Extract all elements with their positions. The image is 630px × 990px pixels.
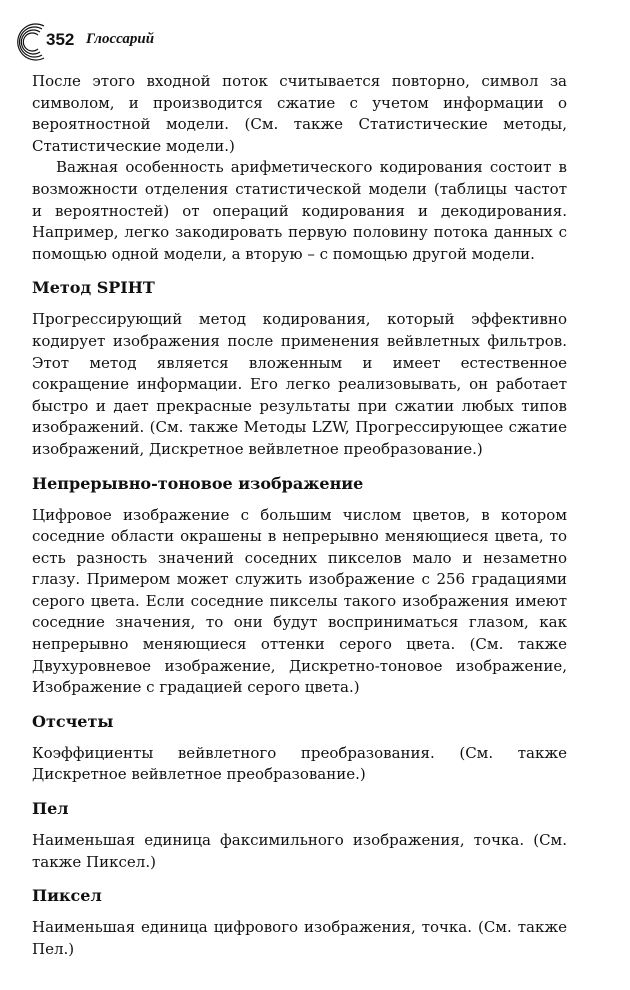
glossary-term: Пиксел: [32, 886, 102, 906]
glossary-term: Отсчеты: [32, 711, 114, 731]
intro-paragraph: Важная особенность арифметического кодирования состоит в возможности отделения статистической модели (таблицы частот и вероятностей) от операций кодирования и декодирования. Например, легко закодировать первую половину потока данных с помощью одной модели, а вторую – с помощью другой модели.: [32, 158, 567, 263]
running-title: Глоссарий: [86, 31, 155, 47]
page-number: 352: [46, 30, 75, 49]
intro-paragraph: После этого входной поток считывается повторно, символ за символом, и производится сжатие с учетом информации о вероятностной модели. (См. также Статистические методы, Статистические модели.): [32, 72, 567, 155]
glossary-definition: Наименьшая единица цифрового изображения, точка. (См. также Пел.): [32, 918, 567, 958]
glossary-term: Непрерывно-тоновое изображение: [32, 473, 364, 493]
glossary-definition: Наименьшая единица факсимильного изображения, точка. (См. также Пиксел.): [32, 831, 567, 871]
glossary-content: [32, 71, 567, 960]
page-header: [14, 22, 614, 62]
glossary-term: Метод SPIHT: [32, 278, 155, 298]
glossary-definition: Коэффициенты вейвлетного преобразования. (См. также Дискретное вейвлетное преобразование.): [32, 743, 567, 784]
glossary-definition: Цифровое изображение с большим числом цветов, в котором соседние области окрашены в непрерывно меняющиеся цвета, то есть разность значений соседних пикселов мало и незаметно глазу. Примером может служить изображение с 256 градациями серого цвета. Если соседние пикселы такого изображения имеют соседние значения, то они будут восприниматься глазом, как непрерывно меняющиеся оттенки серого цвета. (См. также Двухуровневое изображение, Дискретно-тоновое изображение, Изображение с градацией серого цвета.): [32, 505, 567, 697]
glossary-definition: Прогрессирующий метод кодирования, который эффективно кодирует изображения после применения вейвлетных фильтров. Этот метод является вложенным и имеет естественное сокращение информации. Его легко реализовывать, он работает быстро и дает прекрасные результаты при сжатии любых типов изображений. (См. также Методы LZW, Прогрессирующее сжатие изображений, Дискретное вейвлетное преобразование.): [32, 310, 567, 458]
glossary-term: Пел: [32, 799, 69, 819]
